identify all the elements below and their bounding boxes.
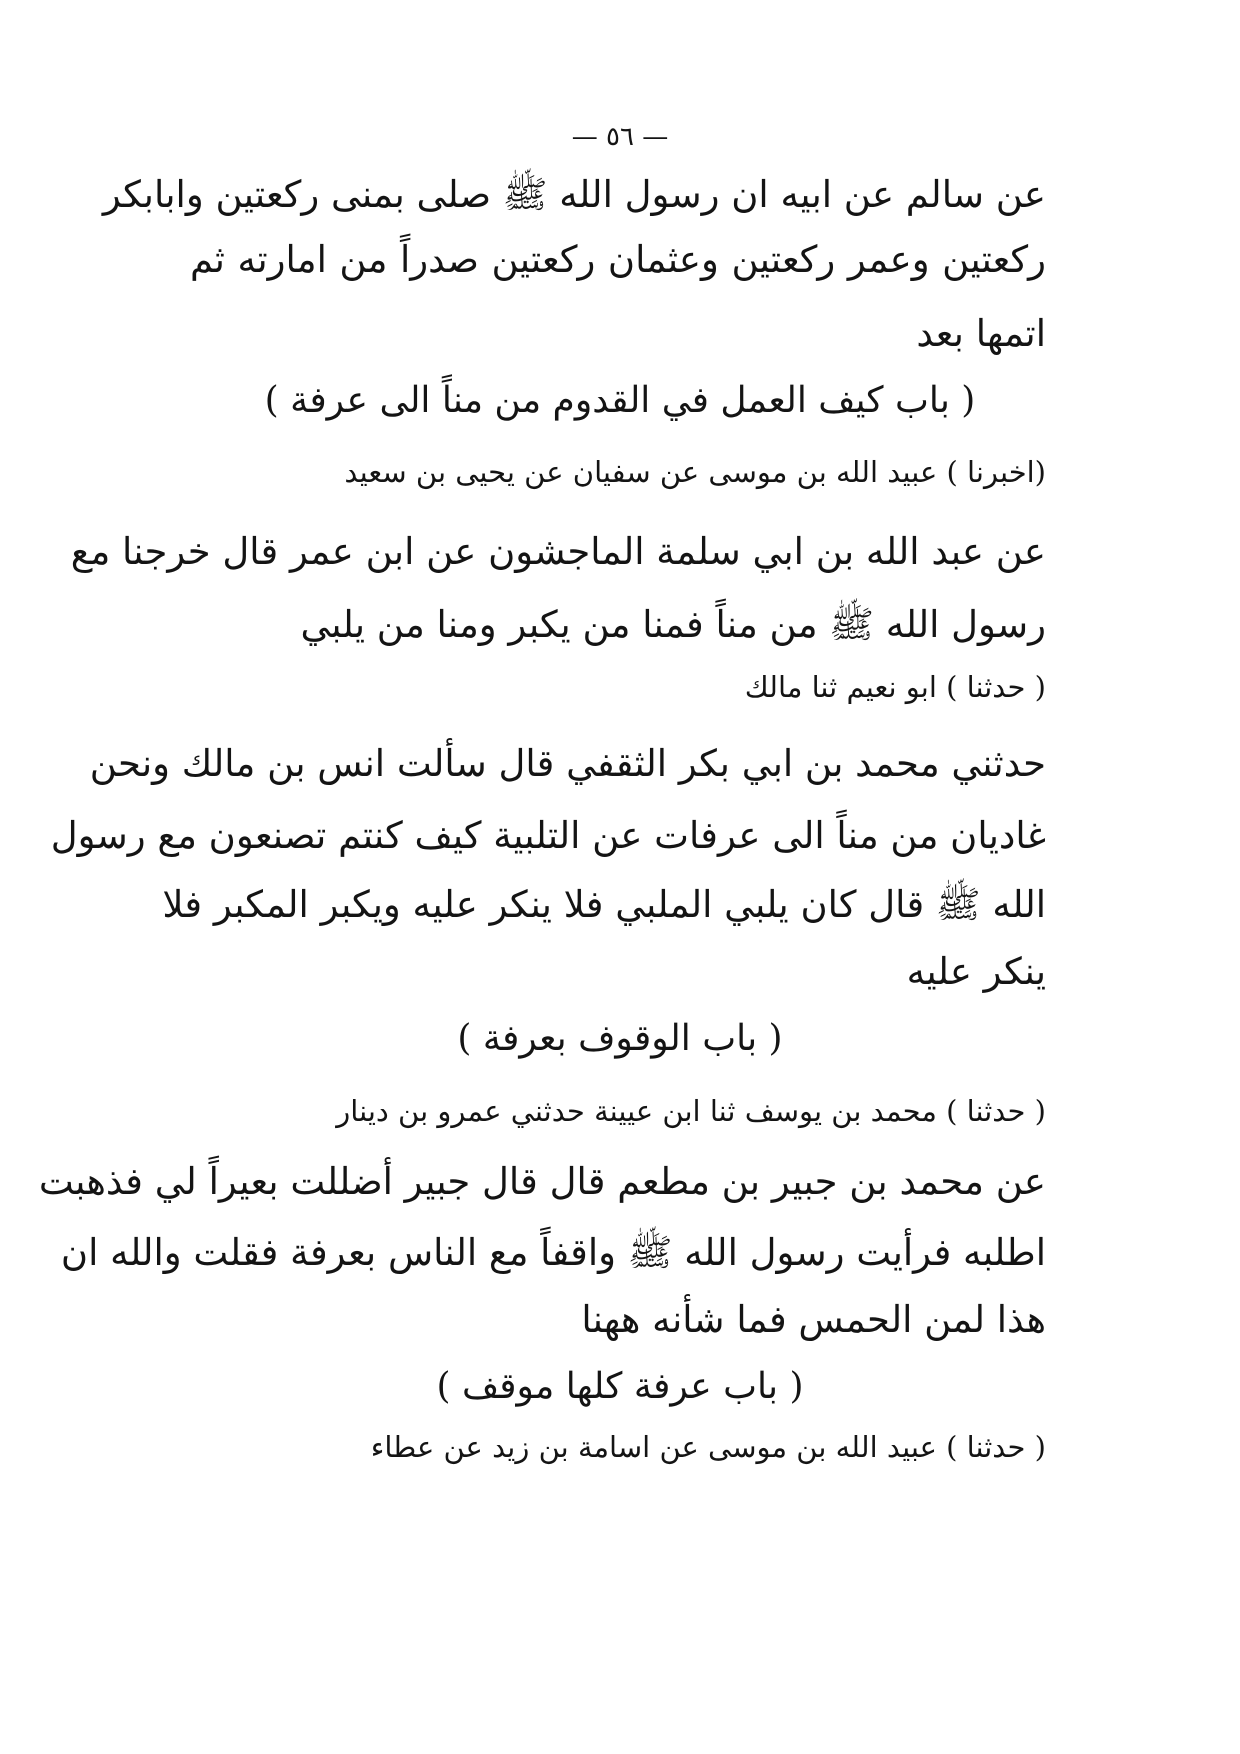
- text-line: ركعتين وعمر ركعتين وعثمان ركعتين صدراً من امارته ثم: [190, 238, 1046, 281]
- text-line: الله ﷺ قال كان يلبي الملبي فلا ينكر عليه ويكبر المكبر فلا: [162, 883, 1046, 926]
- chapter-heading: ( باب الوقوف بعرفة ): [457, 1018, 783, 1059]
- isnad-line: ( حدثنا ) محمد بن يوسف ثنا ابن عيينة حدثني عمرو بن دينار: [336, 1094, 1046, 1128]
- isnad-line: ( حدثنا ) ابو نعيم ثنا مالك: [744, 670, 1046, 704]
- text-line: عن سالم عن ابيه ان رسول الله ﷺ صلى بمنى ركعتين وابابكر: [102, 173, 1046, 216]
- text-line: عن محمد بن جبير بن مطعم قال قال جبير أضللت بعيراً لي فذهبت: [38, 1160, 1046, 1203]
- isnad-line: (اخبرنا ) عبيد الله بن موسى عن سفيان عن يحيى بن سعيد: [344, 455, 1046, 489]
- isnad-line: ( حدثنا ) عبيد الله بن موسى عن اسامة بن زيد عن عطاء: [370, 1430, 1046, 1464]
- text-line: حدثني محمد بن ابي بكر الثقفي قال سألت انس بن مالك ونحن: [89, 742, 1046, 785]
- text-line: عن عبد الله بن ابي سلمة الماجشون عن ابن عمر قال خرجنا مع: [70, 530, 1046, 573]
- chapter-heading: ( باب عرفة كلها موقف ): [436, 1366, 804, 1407]
- text-line: غاديان من مناً الى عرفات عن التلبية كيف كنتم تصنعون مع رسول: [50, 814, 1046, 857]
- text-line: رسول الله ﷺ من مناً فمنا من يكبر ومنا من يلبي: [300, 603, 1046, 646]
- text-line: ينكر عليه: [906, 950, 1046, 993]
- text-line: هذا لمن الحمس فما شأنه ههنا: [581, 1298, 1046, 1341]
- text-line: اطلبه فرأيت رسول الله ﷺ واقفاً مع الناس بعرفة فقلت والله ان: [60, 1231, 1046, 1274]
- page-number: — ٥٦ —: [571, 122, 669, 152]
- text-line: اتمها بعد: [916, 312, 1046, 355]
- chapter-heading: ( باب كيف العمل في القدوم من مناً الى عرفة ): [264, 380, 976, 421]
